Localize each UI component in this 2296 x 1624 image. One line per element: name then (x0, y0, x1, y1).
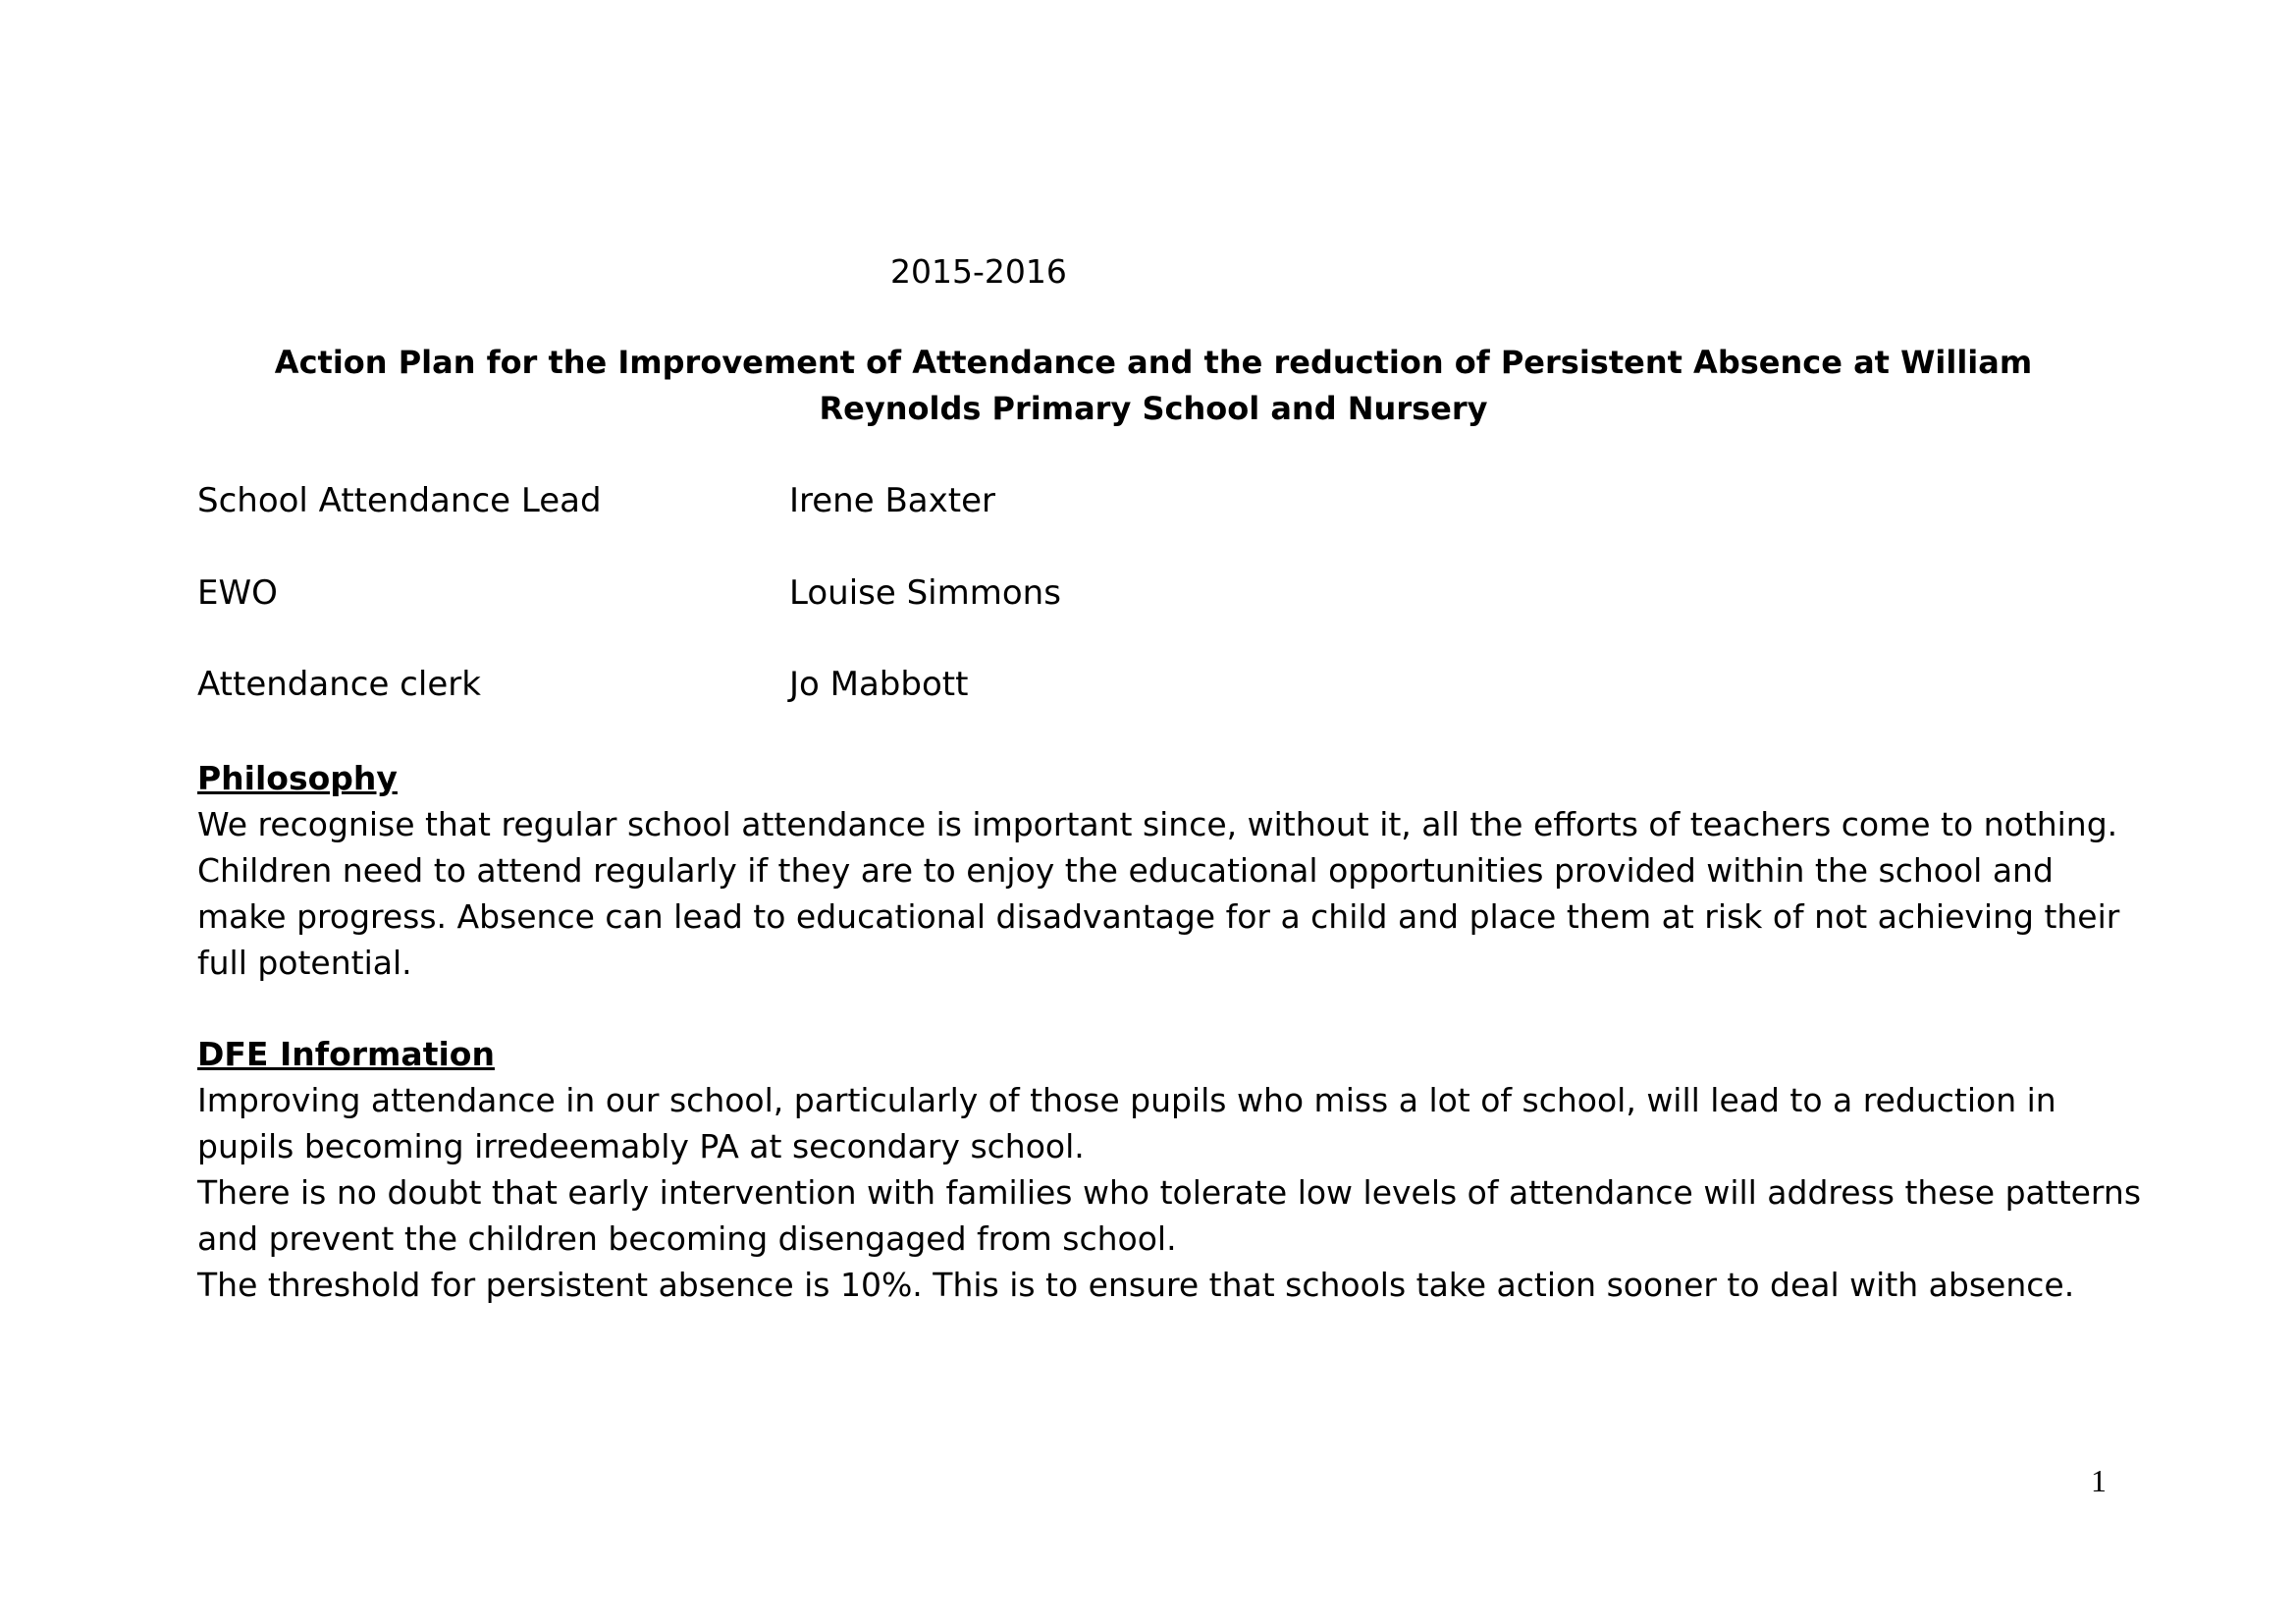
philosophy-heading: Philosophy (197, 759, 398, 797)
philosophy-paragraph: We recognise that regular school attendance is important since, without it, all the efforts of teachers come to nothing. Children need to attend regularly if they are to enjoy the educational opportunities provided within the school and make progress. Absence can lead to educational disadvantage for a child and place them at risk of not achieving their full potential. (197, 805, 2120, 982)
role-label-ewo: EWO (197, 573, 278, 613)
dfe-paragraph-2: There is no doubt that early intervention with families who tolerate low levels of attendance will address these patterns and prevent the children becoming disengaged from school. (197, 1173, 2142, 1258)
page-number: 1 (2091, 1463, 2107, 1498)
dfe-heading: DFE Information (197, 1035, 495, 1073)
role-label-attendance-clerk: Attendance clerk (197, 665, 481, 704)
dfe-section (197, 1031, 2151, 1308)
dfe-paragraph-3: The threshold for persistent absence is 10%. This is to ensure that schools take action sooner to deal with absence. (197, 1266, 2075, 1304)
role-name-attendance-clerk: Jo Mabbott (789, 665, 969, 704)
philosophy-section (197, 755, 2151, 986)
role-label-attendance-lead: School Attendance Lead (197, 481, 602, 520)
document-title: Action Plan for the Improvement of Attendance and the reduction of Persistent Absence at William Reynolds Primary School and Nursery (274, 344, 2033, 427)
dfe-paragraph-1: Improving attendance in our school, particularly of those pupils who miss a lot of school, will lead to a reduction in pupils becoming irredeemably PA at secondary school. (197, 1081, 2056, 1165)
role-name-attendance-lead: Irene Baxter (789, 481, 995, 520)
year-heading: 2015-2016 (890, 252, 1067, 291)
role-name-ewo: Louise Simmons (789, 573, 1061, 613)
